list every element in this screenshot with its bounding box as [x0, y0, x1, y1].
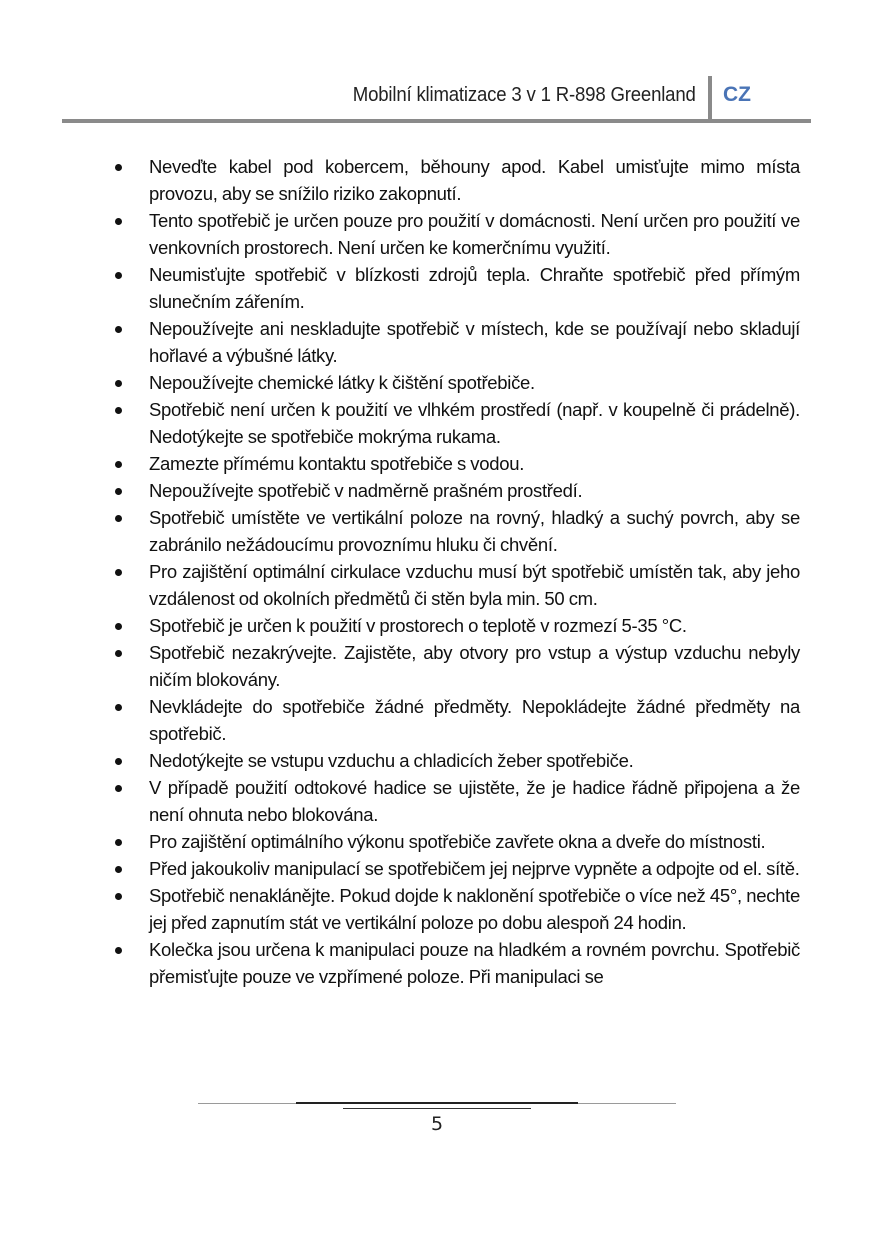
page-header — [0, 0, 874, 130]
list-item-text: Před jakoukoliv manipulací se spotřebičem jej nejprve vypněte a odpojte od el. sítě. — [149, 858, 800, 879]
list-item-text: Tento spotřebič je určen pouze pro použití v domácnosti. Není určen pro použití ve venkovních prostorech. Není určen ke komerčnímu využití. — [149, 210, 800, 258]
bullet-icon — [115, 164, 122, 171]
footer-rule-inner — [343, 1108, 531, 1109]
list-item — [110, 207, 800, 261]
bullet-icon — [115, 407, 122, 414]
list-item-text: V případě použití odtokové hadice se ujistěte, že je hadice řádně připojena a že není ohnuta nebo blokována. — [149, 777, 800, 825]
list-item — [110, 693, 800, 747]
bullet-icon — [115, 947, 122, 954]
bullet-icon — [115, 866, 122, 873]
bullet-icon — [115, 488, 122, 495]
list-item — [110, 774, 800, 828]
list-item-text: Kolečka jsou určena k manipulaci pouze na hladkém a rovném povrchu. Spotřebič přemisťujte pouze ve vzpřímené poloze. Při manipulaci se — [149, 939, 800, 987]
list-item — [110, 936, 800, 990]
list-item — [110, 612, 800, 639]
header-separator — [708, 76, 712, 120]
list-item-text: Pro zajištění optimální cirkulace vzduchu musí být spotřebič umístěn tak, aby jeho vzdálenost od okolních předmětů či stěn byla min. 50 cm. — [149, 561, 800, 609]
list-item-text: Nevkládejte do spotřebiče žádné předměty. Nepokládejte žádné předměty na spotřebič. — [149, 696, 800, 744]
list-item — [110, 882, 800, 936]
bullet-icon — [115, 380, 122, 387]
list-item — [110, 396, 800, 450]
page-number: 5 — [430, 1113, 444, 1135]
language-code: CZ — [723, 83, 751, 106]
list-item-text: Pro zajištění optimálního výkonu spotřebiče zavřete okna a dveře do místnosti. — [149, 831, 766, 852]
bullet-icon — [115, 785, 122, 792]
bullet-icon — [115, 893, 122, 900]
list-item — [110, 747, 800, 774]
list-item — [110, 153, 800, 207]
footer-rule-accent — [296, 1102, 578, 1104]
list-item — [110, 855, 800, 882]
document-title: Mobilní klimatizace 3 v 1 R-898 Greenland — [353, 84, 696, 106]
list-item-text: Nedotýkejte se vstupu vzduchu a chladicích žeber spotřebiče. — [149, 750, 634, 771]
list-item — [110, 369, 800, 396]
list-item-text: Nepoužívejte ani neskladujte spotřebič v místech, kde se používají nebo skladují hořlavé a výbušné látky. — [149, 318, 800, 366]
bullet-icon — [115, 650, 122, 657]
bullet-icon — [115, 758, 122, 765]
bullet-icon — [115, 218, 122, 225]
list-item-text: Neveďte kabel pod kobercem, běhouny apod. Kabel umisťujte mimo místa provozu, aby se snížilo riziko zakopnutí. — [149, 156, 800, 204]
bullet-icon — [115, 272, 122, 279]
list-item — [110, 315, 800, 369]
safety-instructions-list — [110, 153, 800, 990]
list-item-text: Spotřebič nenaklánějte. Pokud dojde k naklonění spotřebiče o více než 45°, nechte jej před zapnutím stát ve vertikální poloze po dobu alespoň 24 hodin. — [149, 885, 800, 933]
list-item — [110, 450, 800, 477]
list-item-text: Spotřebič je určen k použití v prostorech o teplotě v rozmezí 5-35 °C. — [149, 615, 687, 636]
bullet-icon — [115, 326, 122, 333]
list-item — [110, 477, 800, 504]
bullet-icon — [115, 515, 122, 522]
bullet-icon — [115, 839, 122, 846]
list-item-text: Nepoužívejte chemické látky k čištění spotřebiče. — [149, 372, 535, 393]
list-item — [110, 639, 800, 693]
list-item — [110, 828, 800, 855]
list-item-text: Zamezte přímému kontaktu spotřebiče s vodou. — [149, 453, 525, 474]
page-body — [110, 153, 800, 990]
list-item-text: Spotřebič nezakrývejte. Zajistěte, aby otvory pro vstup a výstup vzduchu nebyly ničím blokovány. — [149, 642, 800, 690]
bullet-icon — [115, 623, 122, 630]
bullet-icon — [115, 569, 122, 576]
bullet-icon — [115, 461, 122, 468]
list-item-text: Spotřebič není určen k použití ve vlhkém prostředí (např. v koupelně či prádelně). Nedotýkejte se spotřebiče mokrýma rukama. — [149, 399, 800, 447]
list-item-text: Spotřebič umístěte ve vertikální poloze na rovný, hladký a suchý povrch, aby se zabránilo nežádoucímu provoznímu hluku či chvění. — [149, 507, 800, 555]
list-item — [110, 558, 800, 612]
list-item-text: Nepoužívejte spotřebič v nadměrně prašném prostředí. — [149, 480, 583, 501]
list-item-text: Neumisťujte spotřebič v blízkosti zdrojů tepla. Chraňte spotřebič před přímým slunečním zářením. — [149, 264, 800, 312]
bullet-icon — [115, 704, 122, 711]
list-item — [110, 504, 800, 558]
list-item — [110, 261, 800, 315]
header-rule — [62, 119, 811, 123]
